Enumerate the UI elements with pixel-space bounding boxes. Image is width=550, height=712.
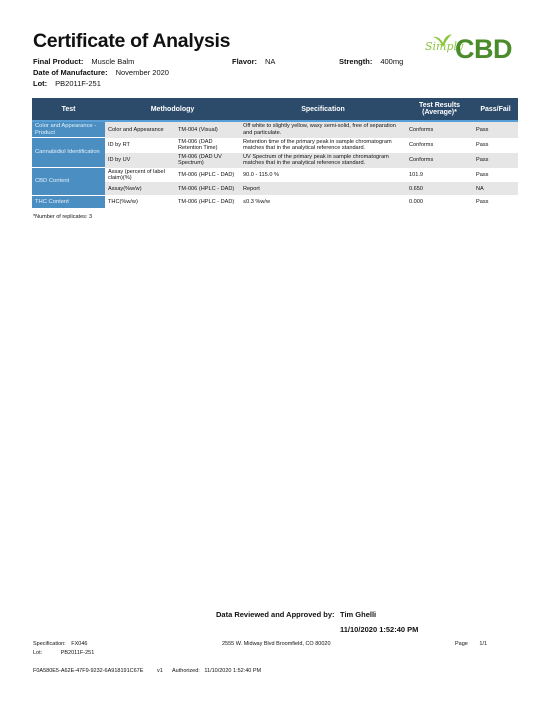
spec-cell: 90.0 - 115.0 % xyxy=(243,171,279,178)
strength-value: 400mg xyxy=(380,57,404,66)
footer-page-label: Page xyxy=(455,641,468,647)
method-cell: TM-006 (DAD UV Spectrum) xyxy=(175,153,240,168)
method-cell: TM-006 (HPLC - DAD) xyxy=(178,198,235,205)
header-test-results: Test Results (Average)* xyxy=(406,98,473,121)
result-cell: Conforms xyxy=(406,153,473,168)
approval-label: Data Reviewed and Approved by: xyxy=(216,610,335,619)
strength-field xyxy=(339,57,403,66)
method-cell: TM-006 (DAD Retention Time) xyxy=(178,138,218,152)
simply-cbd-logo xyxy=(420,34,520,70)
result-cell: Conforms xyxy=(406,121,473,138)
footer-spec-label: Specification: xyxy=(33,641,66,647)
test-cell: Color and Appearance xyxy=(105,121,175,138)
pass-cell: Pass xyxy=(476,142,489,149)
strength-label: Strength: xyxy=(339,57,373,66)
category-cell: CBD Content xyxy=(32,168,105,196)
approver-name: Tim Ghelli xyxy=(340,610,377,619)
footer-version: v1 xyxy=(157,668,163,674)
category-cell: Cannabidiol Identification xyxy=(32,138,105,168)
final-product-field xyxy=(33,57,134,66)
footer-authorized-label: Authorized: xyxy=(172,668,200,674)
method-cell: TM-006 (HPLC - DAD) xyxy=(178,171,235,178)
result-cell: 0.650 xyxy=(406,182,473,195)
flavor-field xyxy=(232,57,275,66)
table-row xyxy=(32,195,518,208)
footer-authorized xyxy=(172,668,261,674)
table-row xyxy=(32,121,518,138)
table-header-row xyxy=(32,98,518,121)
flavor-value: NA xyxy=(265,57,276,66)
spec-cell: UV Spectrum of the primary peak in sample chromatogram matches that in the analytical reference standard. xyxy=(240,153,406,168)
date-label: Date of Manufacture: xyxy=(33,68,108,77)
footer-lot-label: Lot: xyxy=(33,650,43,656)
date-field xyxy=(33,68,169,77)
result-cell: 0.000 xyxy=(409,198,423,205)
replicates-footnote: *Number of replicates: 3 xyxy=(33,214,92,220)
final-product-value: Muscle Balm xyxy=(91,57,135,66)
table-row xyxy=(32,168,518,183)
page-title: Certificate of Analysis xyxy=(33,30,231,52)
category-cell: Color and Appearance - Product xyxy=(32,121,105,138)
footer-lot xyxy=(33,650,94,656)
header-specification: Specification xyxy=(240,98,406,121)
header-test: Test xyxy=(32,98,105,121)
method-cell: TM-006 (HPLC - DAD) xyxy=(175,182,240,195)
result-cell: 101.9 xyxy=(409,171,423,178)
test-cell: Assay(%w/w) xyxy=(105,182,175,195)
category-cell: THC Content xyxy=(32,195,105,208)
footer-page xyxy=(455,641,487,647)
logo-brand-text: CBD xyxy=(455,34,512,64)
pass-cell: Pass xyxy=(476,171,489,178)
pass-cell: Pass xyxy=(473,121,518,138)
pass-cell: Pass xyxy=(473,153,518,168)
approval-datetime: 11/10/2020 1:52:40 PM xyxy=(340,625,419,634)
footer-authorized-value: 11/10/2020 1:52:40 PM xyxy=(204,668,262,674)
lot-value: PB2011F-251 xyxy=(55,79,101,88)
final-product-label: Final Product: xyxy=(33,57,84,66)
footer-doc-id: F0A580E5-A62E-47F9-9232-6A918191C67E xyxy=(33,668,144,674)
footer-lot-value: PB2011F-251 xyxy=(60,650,95,656)
test-cell: THC(%w/w) xyxy=(108,198,138,205)
lot-label: Lot: xyxy=(33,79,48,88)
footer-spec xyxy=(33,641,87,647)
result-cell: Conforms xyxy=(409,142,434,149)
pass-cell: Pass xyxy=(476,198,489,205)
logo-script-text: Simply xyxy=(425,40,464,53)
date-value: November 2020 xyxy=(115,68,169,77)
footer-spec-value: FX046 xyxy=(71,641,88,647)
spec-cell: Off white to slightly yellow, waxy semi-solid, free of separation and particulate. xyxy=(240,121,406,138)
footer-address: 2555 W. Midway Blvd Broomfield, CO 80020 xyxy=(222,641,331,647)
pass-cell: NA xyxy=(473,182,518,195)
test-cell: ID by UV xyxy=(105,153,175,168)
test-cell: Assay (percent of label claim)(%) xyxy=(108,168,165,181)
table-row xyxy=(32,182,518,195)
header-methodology: Methodology xyxy=(105,98,240,121)
results-table xyxy=(32,98,518,209)
table-row xyxy=(32,153,518,168)
spec-cell: ≤0.3 %w/w xyxy=(243,198,271,205)
table-row xyxy=(32,138,518,153)
lot-field xyxy=(33,79,101,88)
header-pass-fail: Pass/Fail xyxy=(473,98,518,121)
test-cell: ID by RT xyxy=(108,142,130,149)
method-cell: TM-004 (Visual) xyxy=(175,121,240,138)
spec-cell: Report xyxy=(240,182,406,195)
footer-page-value: 1/1 xyxy=(479,641,488,647)
spec-cell: Retention time of the primary peak in sample chromatogram matches that in the analytical reference standard. xyxy=(243,138,392,152)
flavor-label: Flavor: xyxy=(232,57,258,66)
